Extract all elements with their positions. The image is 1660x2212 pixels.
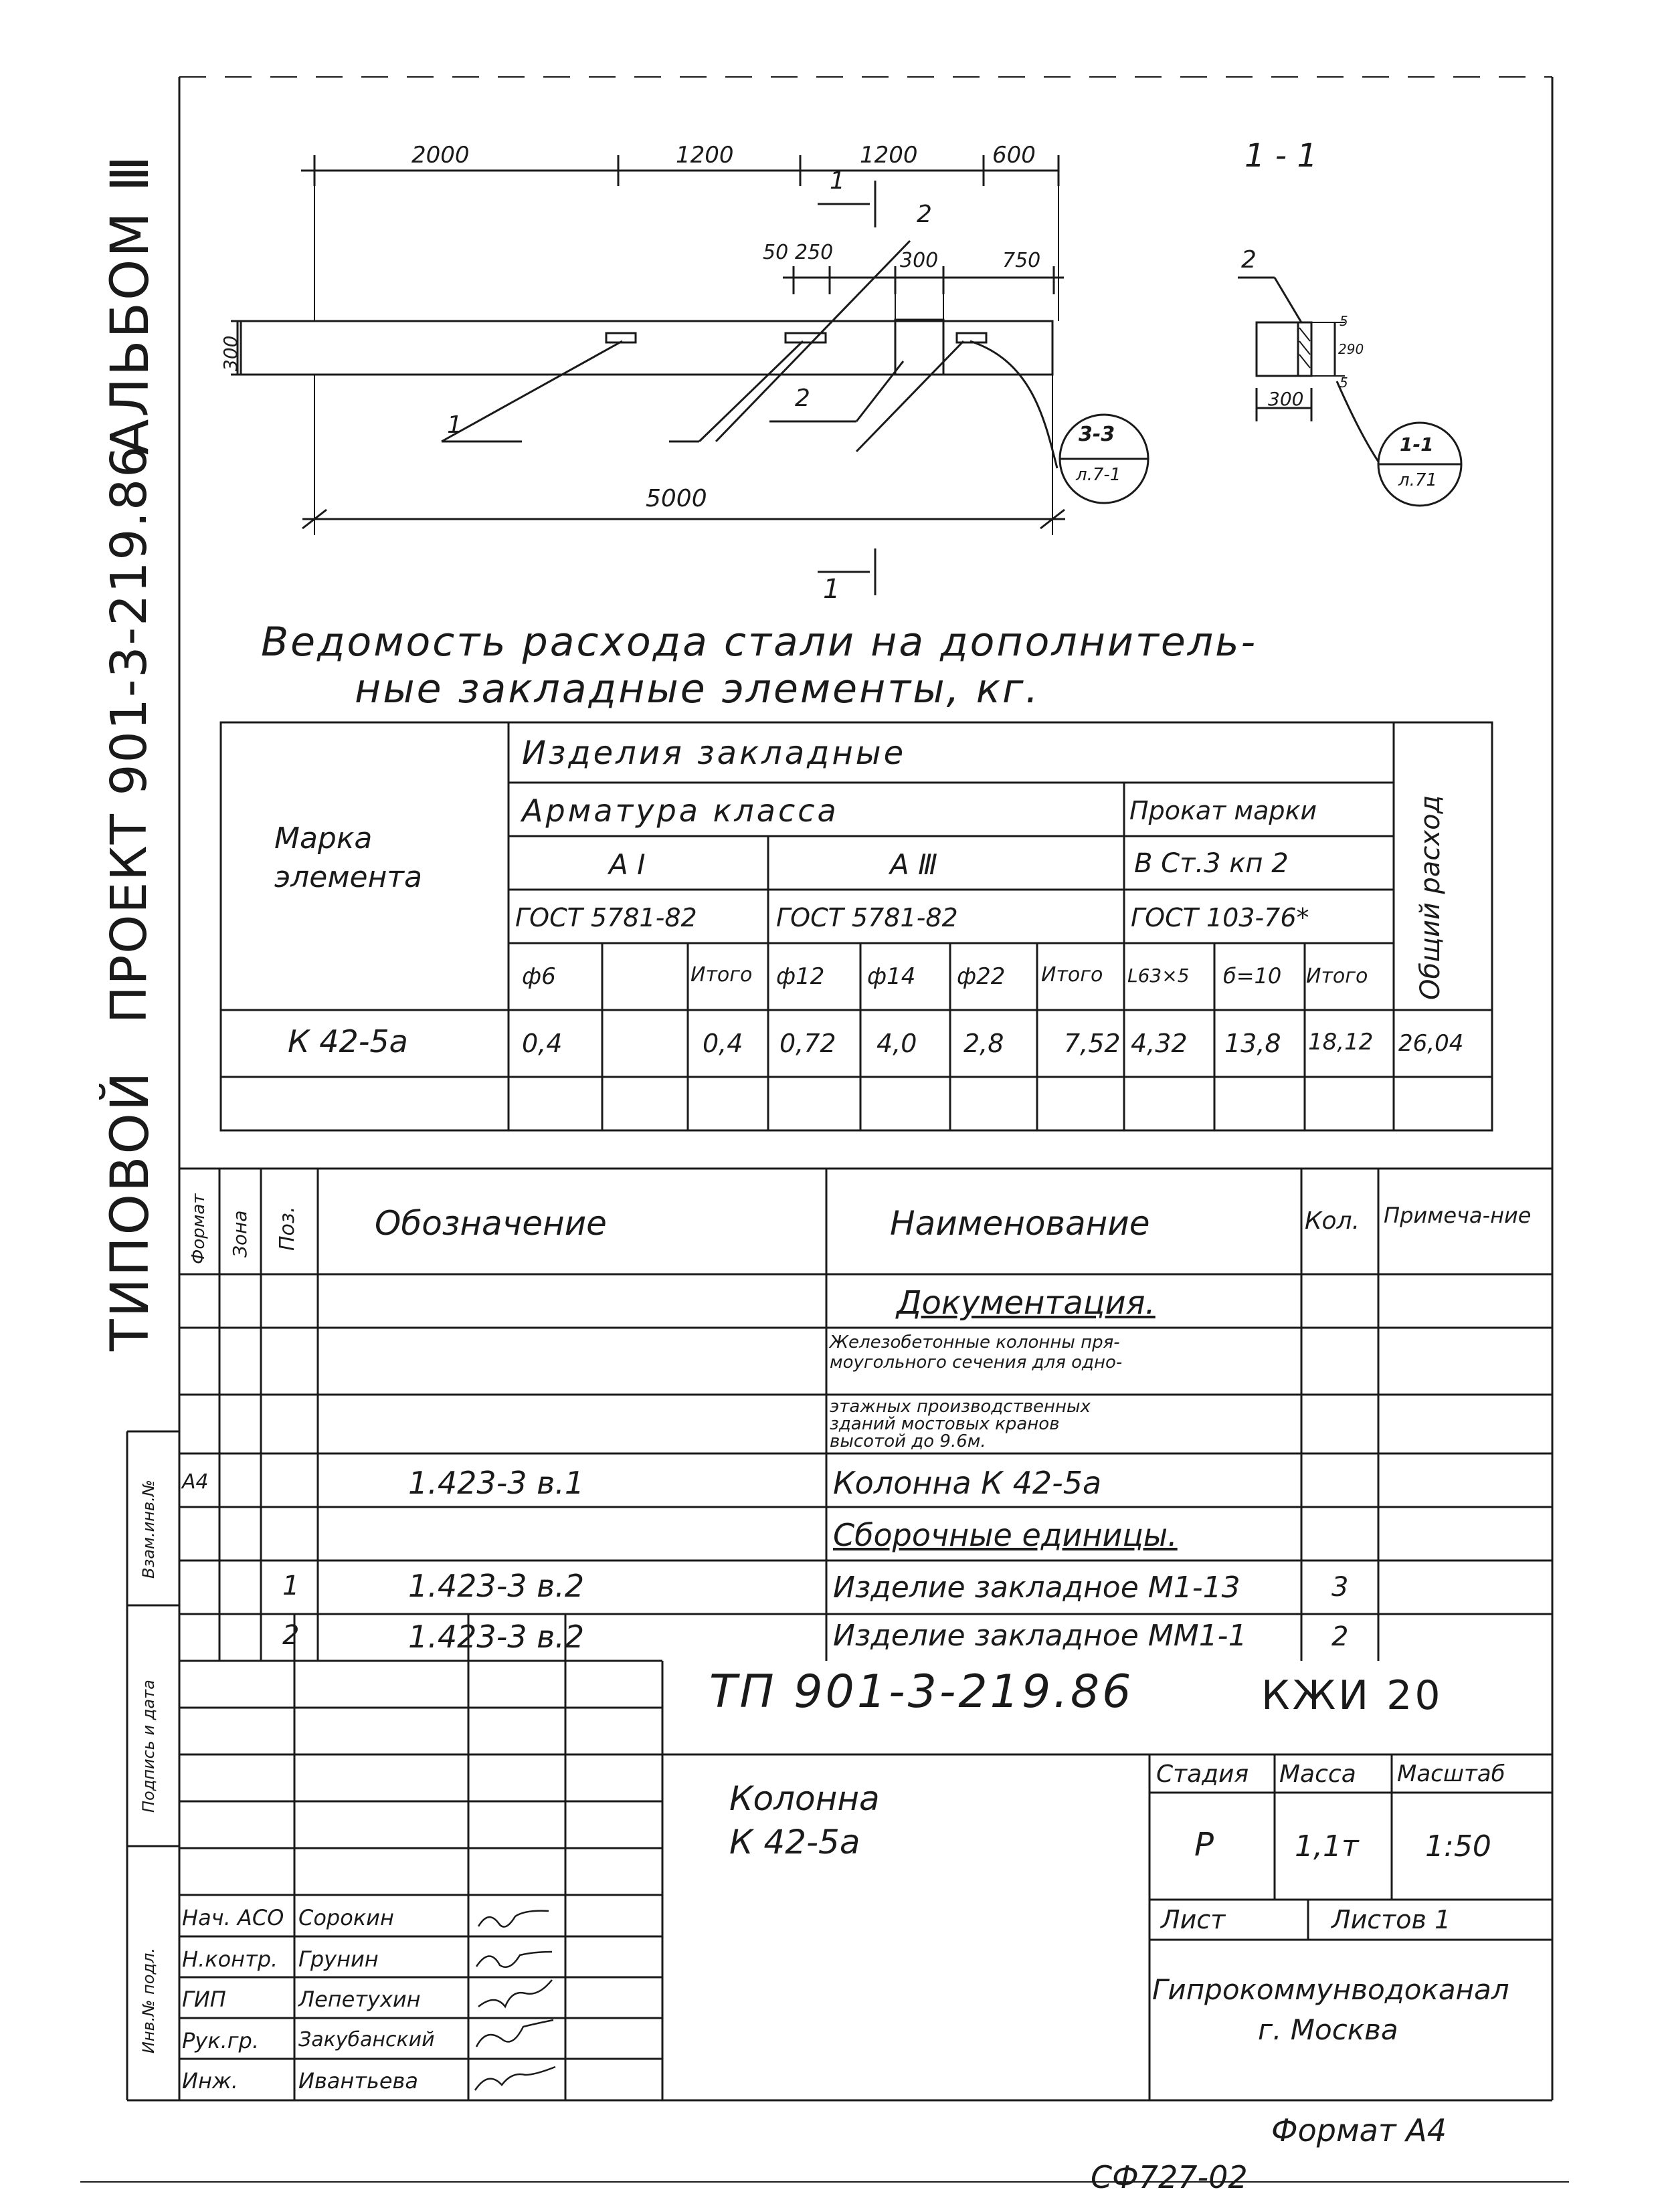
spec-doc-desc-3: этажных производственных: [830, 1397, 1091, 1417]
title-code: ТП 901-3-219.86: [709, 1666, 1134, 1718]
dim-5000: 5000: [646, 485, 707, 512]
steel-head-total: Общий расход: [1415, 795, 1446, 1000]
steel-sub-total-a1: Итого: [690, 963, 753, 987]
callout-3-3-bottom: л.7-1: [1076, 465, 1121, 485]
spec-row4-qty: 2: [1331, 1621, 1349, 1652]
section-dim-5a: 5: [1340, 313, 1348, 329]
pos-label-2-top: 2: [917, 201, 932, 228]
spec-row4-name: Изделие закладное ММ1-1: [833, 1619, 1247, 1653]
callout-1-1-bottom: л.71: [1398, 470, 1437, 490]
steel-sub-f6: ф6: [522, 963, 556, 990]
pos-label-1-low: 1: [447, 411, 462, 439]
signer-role-0: Нач. АСО: [182, 1905, 284, 1930]
dim-50: 50: [763, 241, 789, 264]
steel-row-v0: 0,4: [522, 1029, 563, 1058]
spec-col-designation: Обозначение: [375, 1204, 607, 1243]
steel-gost-a1: ГОСТ 5781-82: [515, 903, 697, 932]
dim-250: 250: [795, 241, 834, 264]
steel-row-total: 26,04: [1398, 1030, 1464, 1057]
signer-role-2: ГИП: [182, 1987, 226, 2012]
spec-col-name: Наименование: [890, 1204, 1150, 1243]
spec-row4-designation: 1.423-3 в.2: [408, 1619, 585, 1655]
steel-table-title-2: ные закладные элементы, кг.: [355, 666, 1040, 712]
stamp-replace-inv: Взам.инв.№: [139, 1480, 158, 1579]
album-label: АЛЬБОМ Ⅲ: [100, 153, 161, 455]
steel-head-mark: Марка элемента: [274, 821, 422, 894]
title-name-1: Колонна: [729, 1779, 880, 1818]
steel-row-v7: 4,32: [1131, 1029, 1188, 1058]
steel-row-v4: 4,0: [877, 1029, 917, 1058]
spec-row3-pos: 1: [282, 1571, 300, 1601]
spec-col-note: Примеча-ние: [1384, 1203, 1532, 1228]
callout-1-1-top: 1-1: [1400, 433, 1434, 456]
spec-col-zone: Зона: [229, 1210, 251, 1258]
section-pos-2: 2: [1241, 246, 1257, 274]
steel-sub-total-rolled: Итого: [1306, 965, 1368, 988]
section-dim-290: 290: [1338, 341, 1364, 357]
spec-row1-format: А4: [182, 1470, 209, 1494]
signer-role-4: Инж.: [182, 2068, 238, 2094]
title-sheet-label: Лист: [1161, 1905, 1226, 1934]
steel-sub-f12: ф12: [776, 963, 825, 990]
steel-row-v5: 2,8: [963, 1029, 1004, 1058]
title-sheet-code: КЖИ 20: [1261, 1672, 1443, 1719]
steel-sub-total-a3: Итого: [1041, 963, 1103, 987]
title-mass-label: Масса: [1279, 1761, 1356, 1788]
spec-section-docs: Документация.: [897, 1284, 1156, 1322]
dim-750: 750: [1002, 249, 1041, 272]
dim-1200-a: 1200: [676, 142, 734, 169]
spec-doc-desc-1: Железобетонные колонны пря-: [830, 1332, 1120, 1352]
steel-class-a3: А Ⅲ: [890, 848, 938, 881]
spec-col-format: Формат: [189, 1193, 209, 1264]
dim-height-300: 300: [219, 335, 242, 371]
signer-name-1: Грунин: [298, 1946, 379, 1972]
footer-format: Формат А4: [1271, 2112, 1447, 2148]
spec-row4-pos: 2: [282, 1620, 300, 1651]
section-dim-300: 300: [1268, 388, 1304, 410]
stamp-sign-date: Подпись и дата: [139, 1680, 158, 1813]
title-scale: 1:50: [1425, 1829, 1491, 1864]
spec-col-pos: Поз.: [276, 1206, 299, 1251]
signer-role-1: Н.контр.: [182, 1946, 278, 1972]
spec-row3-qty: 3: [1331, 1572, 1349, 1603]
pos-label-1-top: 1: [830, 167, 845, 195]
spec-row2-name: Сборочные единицы.: [833, 1517, 1178, 1553]
steel-row-v2: 0,4: [703, 1029, 743, 1058]
steel-sub-angle: L63×5: [1127, 965, 1190, 987]
dim-300: 300: [900, 249, 939, 272]
section-dim-5b: 5: [1340, 375, 1348, 391]
steel-sub-plate: б=10: [1223, 963, 1282, 989]
title-stage-label: Стадия: [1156, 1761, 1249, 1788]
steel-head-rolled: Прокат марки: [1129, 796, 1317, 825]
steel-row-v9: 18,12: [1308, 1029, 1374, 1055]
steel-row-v6: 7,52: [1064, 1029, 1121, 1058]
steel-sub-f14: ф14: [867, 963, 916, 990]
stamp-inv-orig: Инв.№ подл.: [139, 1948, 158, 2053]
title-name-2: К 42-5а: [729, 1823, 860, 1862]
steel-class-a1: А I: [609, 848, 646, 881]
title-org-1: Гипрокоммунводоканал: [1152, 1973, 1509, 2006]
callout-3-3-top: 3-3: [1079, 423, 1115, 446]
pos-label-2-mid: 2: [795, 385, 810, 412]
spec-row1-designation: 1.423-3 в.1: [408, 1465, 585, 1501]
spec-doc-desc-5: высотой до 9.6м.: [830, 1431, 986, 1451]
steel-gost-rolled: ГОСТ 103-76*: [1131, 903, 1309, 932]
dim-600: 600: [992, 142, 1036, 169]
signer-name-0: Сорокин: [298, 1905, 394, 1930]
signer-role-3: Рук.гр.: [182, 2028, 260, 2053]
signer-name-4: Ивантьева: [298, 2068, 418, 2094]
title-scale-label: Масштаб: [1397, 1761, 1505, 1787]
spec-col-qty: Кол.: [1305, 1207, 1360, 1235]
typical-label: ТИПОВОЙ: [100, 1070, 161, 1351]
signer-name-2: Лепетухин: [298, 1987, 421, 2012]
dim-2000: 2000: [411, 142, 470, 169]
section-title: 1 - 1: [1244, 137, 1317, 175]
steel-row-mark: К 42-5а: [288, 1023, 408, 1060]
footer-sheet-id: СФ727-02: [1091, 2159, 1248, 2195]
title-mass: 1,1т: [1295, 1829, 1359, 1864]
title-sheets-label: Листов 1: [1331, 1905, 1451, 1934]
steel-sub-f22: ф22: [957, 963, 1006, 990]
spec-doc-desc-2: моугольного сечения для одно-: [830, 1352, 1123, 1373]
spec-doc-desc-4: зданий мостовых кранов: [830, 1414, 1060, 1434]
steel-row-v8: 13,8: [1224, 1029, 1281, 1058]
steel-table-title-1: Ведомость расхода стали на дополнитель-: [261, 619, 1258, 666]
spec-row1-name: Колонна К 42-5а: [833, 1465, 1102, 1501]
steel-row-v3: 0,72: [779, 1029, 836, 1058]
steel-gost-a3: ГОСТ 5781-82: [776, 903, 958, 932]
spec-row3-name: Изделие закладное М1-13: [833, 1571, 1240, 1605]
spec-row3-designation: 1.423-3 в.2: [408, 1568, 585, 1604]
title-org-2: г. Москва: [1258, 2013, 1398, 2046]
dim-1200-b: 1200: [860, 142, 918, 169]
section-mark-bottom: 1: [823, 574, 840, 605]
signer-name-3: Закубанский: [298, 2028, 435, 2051]
steel-rolled-grade: В Ст.3 кп 2: [1134, 848, 1289, 879]
steel-head-products: Изделия закладные: [522, 734, 907, 772]
title-stage: Р: [1194, 1826, 1214, 1864]
steel-head-rebar: Арматура класса: [522, 793, 839, 829]
project-label: ПРОЕКТ 901-3-219.86: [100, 444, 158, 1023]
